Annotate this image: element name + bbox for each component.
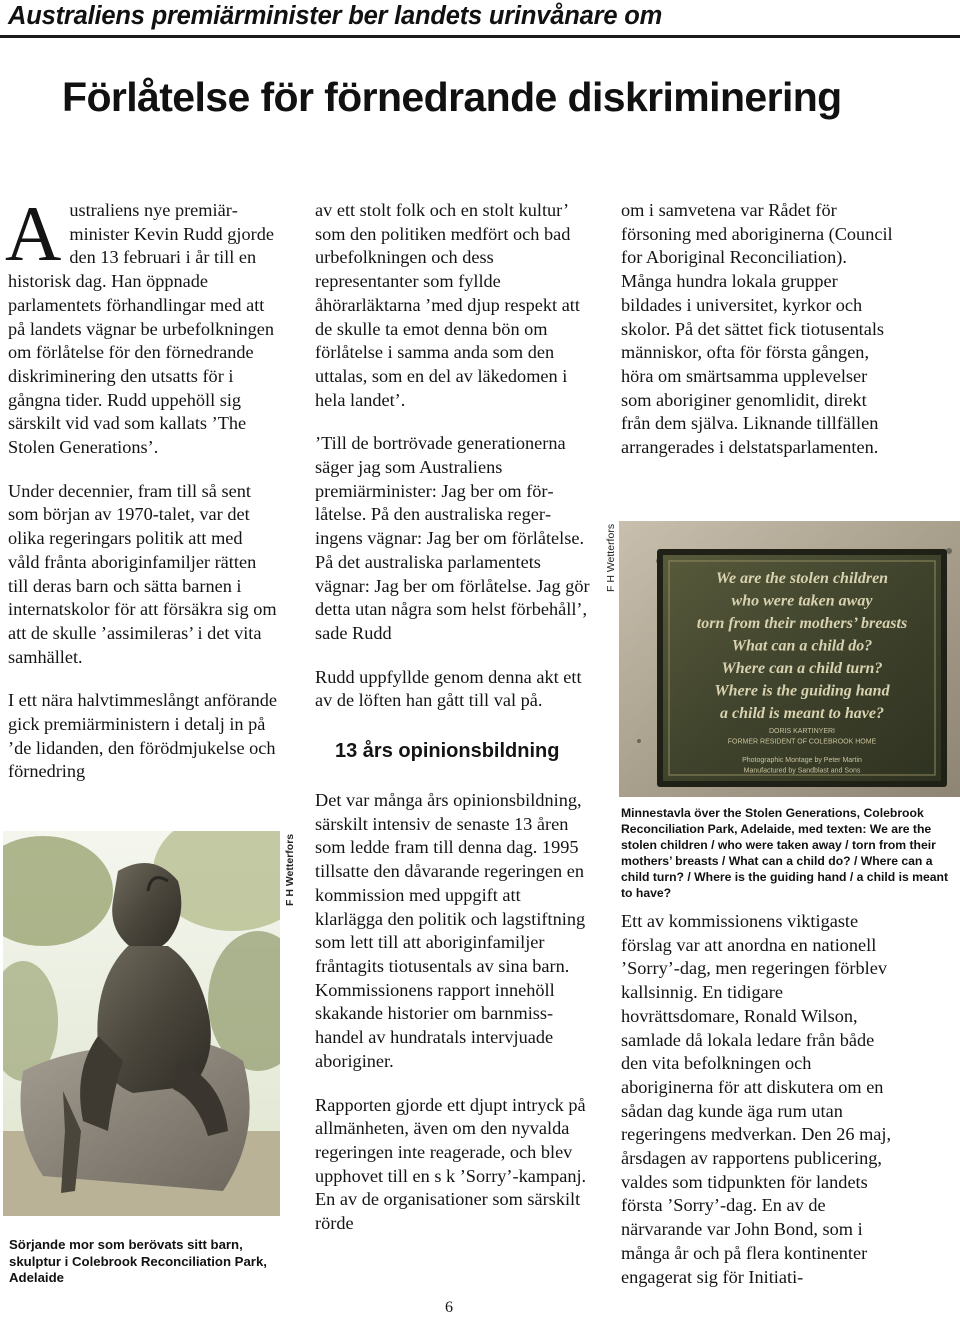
column-1: [5, 190, 278, 804]
plaque-photo: [619, 521, 960, 797]
paragraph: Rapporten gjorde ett djupt intryck på allmänheten, även om den nyvalda regeringen inte reagerade, och blev upphovet till en s k ’Sorry’-kampanj. En av de organisationer som särskilt rörde: [315, 1094, 587, 1234]
plaque-line: torn from their mothers’ breasts: [696, 615, 908, 632]
statue-caption: Sörjande mor som berövats sitt barn, skulptur i Colebrook Reconciliation Park, Adelaide: [9, 1237, 267, 1285]
plaque-line: We are the stolen children: [715, 570, 889, 587]
paragraph: Australiens nye premiärminister Kevin Rudd gjorde den 13 februari i år till en historisk dag. Han öppnade parlamentets förhandlingar med att på landets vägnar be urbefolkningen om förlåtelse för den förnedrande diskriminering den utsatts för i gångna tider. Rudd uppehöll sig särskilt vid vad som kallats ’The Stolen Generations’.: [5, 190, 274, 458]
statue-photo-credit: F H Wetterfors: [284, 833, 296, 906]
paragraph: av ett stolt folk och en stolt kultur’ som den politiken medfört och bad urbefolkningen och dess representanter som fyllde åhörarläktarna ’med djup respekt att de skulle ta emot denna bön om förlåtelse i samma anda som den uttalas, som en del av läkedomen i hela landet’.: [315, 200, 580, 410]
subhead: 13 års opinionsbildning: [335, 740, 560, 763]
paragraph: om i samvetena var Rådet för försoning med aboriginerna (Council for Aboriginal Reconciliation). Många hundra lokala grupper bildades i universitet, kyrkor och skolor. På det sättet fick tiotusentals människor, ofta för första gången, höra om smärtsamma upplevelser som aboriginer genomlidit, direkt från dem själva. Liknande tillfällen arrangerades i delstatsparlamenten.: [621, 200, 893, 458]
plaque-photo-credit: F H Wetterfors: [605, 523, 617, 592]
statue-photo: [3, 831, 280, 1216]
paragraph: Rudd uppfyllde genom denna akt ett av de löften han gått till val på.: [315, 666, 582, 711]
plaque-image: [619, 521, 960, 797]
plaque-line: Where can a child turn?: [721, 660, 883, 677]
plaque-caption: Minnestavla över the Stolen Generations, Colebrook Reconciliation Park, Adelaide, med texten: We are the stolen children / who were taken away / torn from their mothers’ breasts / What can a child do? / Where can a child turn? / Where is the guiding hand / a child is meant to have?: [621, 806, 949, 900]
plaque-line: What can a child do?: [731, 637, 873, 655]
paragraph: Det var många års opinionsbildning, särskilt intensiv de senaste 13 åren som ledde fram till denna dag. 1995 tillsatte den dåvarande regeringen en kommission med uppgift att klarlägga den politik och lagstiftning som lett till att aboriginfamiljer fråntagits tiotusentals av sina barn. Kommissionens rapport innehöll skakande historier om barnmisshandel av hundratals intervjuade aboriginer.: [315, 790, 586, 1071]
column-3-continued: [621, 910, 901, 1309]
column-3: [621, 199, 896, 480]
paragraph: Ett av kommissionens viktigaste förslag var att anordna en nationell ’Sorry’-dag, men regeringen förblev kallsinnig. En tidigare hovrättsdomare, Ronald Wilson, samlade då lokala ledare från både den vita befolkningen och aboriginerna för att diskutera om en sådan dag kunde äga rum utan regeringens medverkan. Den 26 maj, årsdagen av rapportens publicering, valdes som tidpunkten för landets första ’Sorry’-dag. En av de närvarande var John Bond, som i många år och på flera kontinenter engagerat sig för Initiati-: [621, 911, 892, 1287]
paragraph: I ett nära halvtimmeslångt anförande gick premiärministern i detalj in på ’de lidanden, den förödmjukelse och förnedring: [8, 690, 278, 782]
plaque-line: a child is meant to have?: [720, 705, 884, 722]
plaque-line: who were taken away: [731, 592, 873, 610]
paragraph: ’Till de bortrövade generationerna säger jag som Australiens premiärminister: Jag ber om förlåtelse. På den australiska regeringens vägnar: Jag ber om förlåtelse. På det australiska parlamentets vägnar: Jag ber om förlåtelse. Jag gör detta utan några som helst förbehåll’, sade Rudd: [315, 433, 590, 643]
plaque-small-line: Photographic Montage by Peter Martin: [742, 757, 862, 764]
kicker: Australiens premiärminister ber landets urinvånare om: [8, 2, 663, 30]
headline: Förlåtelse för förnedrande diskriminering: [62, 74, 842, 120]
statue-image: [3, 831, 280, 1216]
plaque-small-line: Manufactured by Sandblast and Sons: [743, 767, 861, 775]
plaque-small-line: DORIS KARTINYERI: [769, 728, 835, 735]
paragraph: Under decennier, fram till så sent som början av 1970-talet, var det olika regeringars politik att med våld frånta aboriginfamiljer rätten till deras barn och sätta barnen i internatskolor för att försäkra sig om att de skulle ’assimileras’ i det vita samhället.: [8, 480, 277, 667]
drop-cap: A: [5, 190, 62, 277]
page-number: 6: [445, 1299, 453, 1316]
plaque-line: Where is the guiding hand: [714, 682, 890, 700]
plaque-small-line: FORMER RESIDENT OF COLEBROOK HOME: [727, 738, 877, 746]
column-2: [315, 199, 590, 1256]
header-rule: [0, 35, 960, 38]
